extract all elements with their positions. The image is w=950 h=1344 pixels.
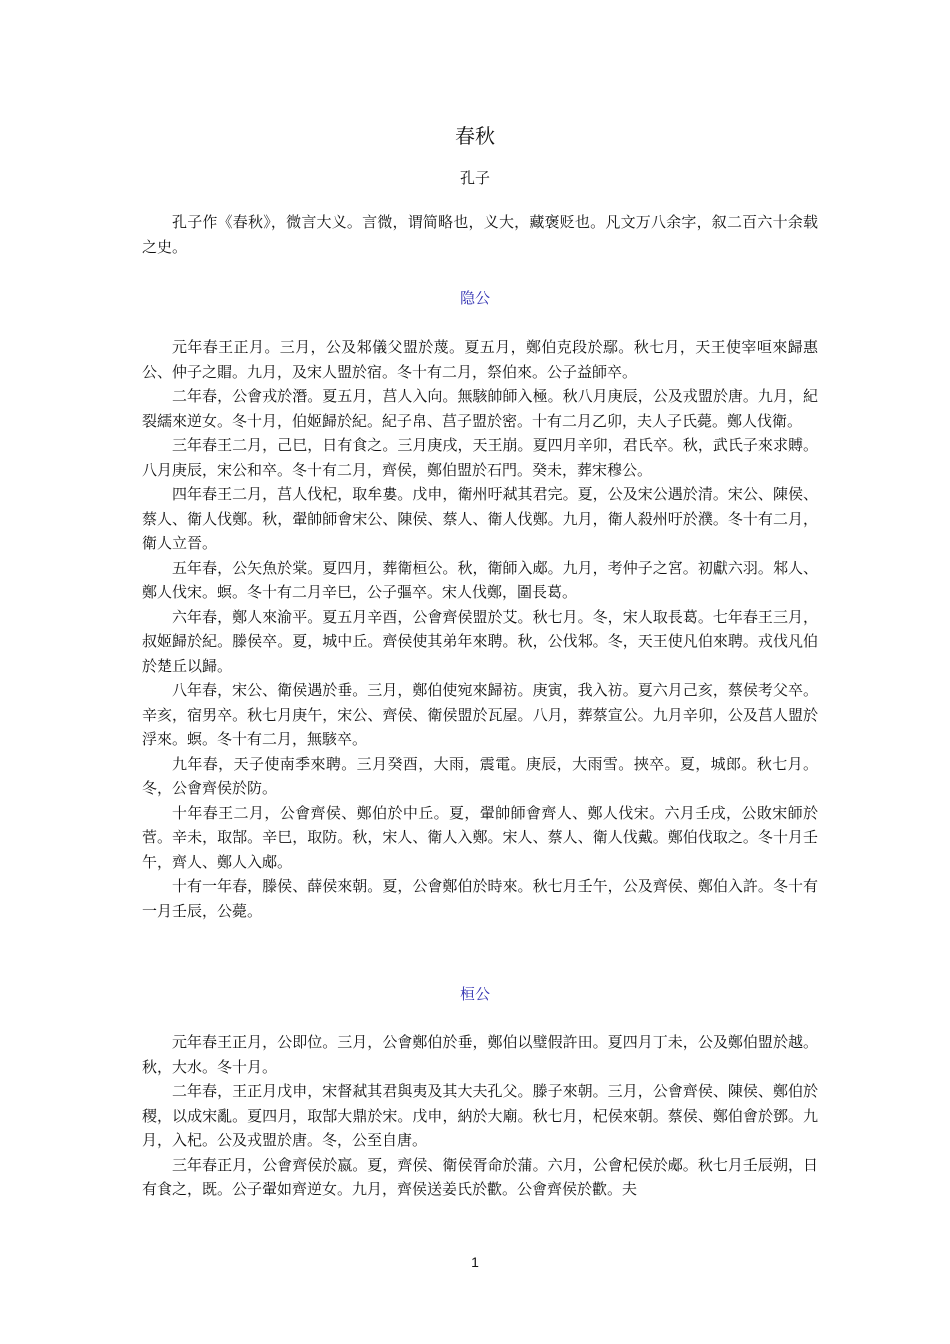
paragraph: 五年春，公矢魚於棠。夏四月，葬衛桓公。秋，衛師入郕。九月，考仲子之宮。初獻六羽。邾人、鄭人伐宋。螟。冬十有二月辛巳，公子彄卒。宋人伐鄭，圍長葛。 [142,558,818,601]
paragraph: 十有一年春，滕侯、薛侯來朝。夏，公會鄭伯於時來。秋七月壬午，公及齊侯、鄭伯入許。冬十有一月壬辰，公薨。 [142,877,818,920]
paragraph: 三年春王二月，己巳，日有食之。三月庚戌，天王崩。夏四月辛卯，君氏卒。秋，武氏子來求賻。八月庚辰，宋公和卒。冬十有二月，齊侯，鄭伯盟於石門。癸未，葬宋穆公。 [142,436,818,479]
document-author: 孔子 [459,169,490,187]
paragraph: 六年春，鄭人來渝平。夏五月辛酉，公會齊侯盟於艾。秋七月。冬，宋人取長葛。七年春王三月，叔姬歸於紀。滕侯卒。夏，城中丘。齊侯使其弟年來聘。秋，公伐邾。冬，天王使凡伯來聘。戎伐凡伯於楚丘以歸。 [142,607,818,675]
section-heading-yingong: 隐公 [459,289,490,307]
section-heading-huangong: 桓公 [459,985,490,1003]
paragraph: 元年春王正月。三月，公及邾儀父盟於蔑。夏五月，鄭伯克段於鄢。秋七月，天王使宰咺來歸惠公、仲子之賵。九月，及宋人盟於宿。冬十有二月，祭伯來。公子益師卒。 [142,338,818,381]
document-title: 春秋 [455,124,495,148]
paragraph: 九年春，天子使南季來聘。三月癸酉，大雨，震電。庚辰，大雨雪。挾卒。夏，城郎。秋七月。冬，公會齊侯於防。 [142,754,818,797]
paragraph: 二年春，王正月戊申，宋督弒其君與夷及其大夫孔父。滕子來朝。三月，公會齊侯、陳侯、鄭伯於稷，以成宋亂。夏四月，取郜大鼎於宋。戊申，納於大廟。秋七月，杞侯來朝。蔡侯、鄭伯會於鄧。九月，入杞。公及戎盟於唐。冬，公至自唐。 [142,1082,818,1149]
intro-paragraph: 孔子作《春秋》，微言大义。言微，谓简略也，义大，藏褒贬也。凡文万八余字，叙二百六十余载之史。 [142,213,818,256]
section-body-huangong [142,1030,818,1202]
paragraph: 四年春王二月，莒人伐杞，取牟婁。戊申，衛州吁弒其君完。夏，公及宋公遇於清。宋公、陳侯、蔡人、衛人伐鄭。秋，翬帥師會宋公、陳侯、蔡人、衛人伐鄭。九月，衛人殺州吁於濮。冬十有二月，衛人立晉。 [142,485,818,552]
paragraph: 二年春，公會戎於潛。夏五月，莒人入向。無駭帥師入極。秋八月庚辰，公及戎盟於唐。九月，紀裂繻來逆女。冬十月，伯姬歸於紀。紀子帛、莒子盟於密。十有二月乙卯，夫人子氏薨。鄭人伐衛。 [142,387,818,430]
paragraph: 元年春王正月，公即位。三月，公會鄭伯於垂，鄭伯以璧假許田。夏四月丁未，公及鄭伯盟於越。秋，大水。冬十月。 [142,1033,818,1076]
paragraph: 三年春正月，公會齊侯於嬴。夏，齊侯、衛侯胥命於蒲。六月，公會杞侯於郕。秋七月壬辰朔，日有食之，既。公子翬如齊逆女。九月，齊侯送姜氏於歡。公會齊侯於歡。夫 [142,1155,818,1198]
paragraph: 十年春王二月，公會齊侯、鄭伯於中丘。夏，翬帥師會齊人、鄭人伐宋。六月壬戌，公敗宋師於菅。辛未，取郜。辛巳，取防。秋，宋人、衛人入鄭。宋人、蔡人、衛人伐戴。鄭伯伐取之。冬十月壬午，齊人、鄭人入郕。 [142,803,818,871]
paragraph: 八年春，宋公、衛侯遇於垂。三月，鄭伯使宛來歸祊。庚寅，我入祊。夏六月己亥，蔡侯考父卒。辛亥，宿男卒。秋七月庚午，宋公、齊侯、衛侯盟於瓦屋。八月，葬蔡宣公。九月辛卯，公及莒人盟於浮來。螟。冬十有二月，無駭卒。 [142,681,818,748]
section-body-yingong [142,335,818,923]
page-number: 1 [471,1254,479,1270]
